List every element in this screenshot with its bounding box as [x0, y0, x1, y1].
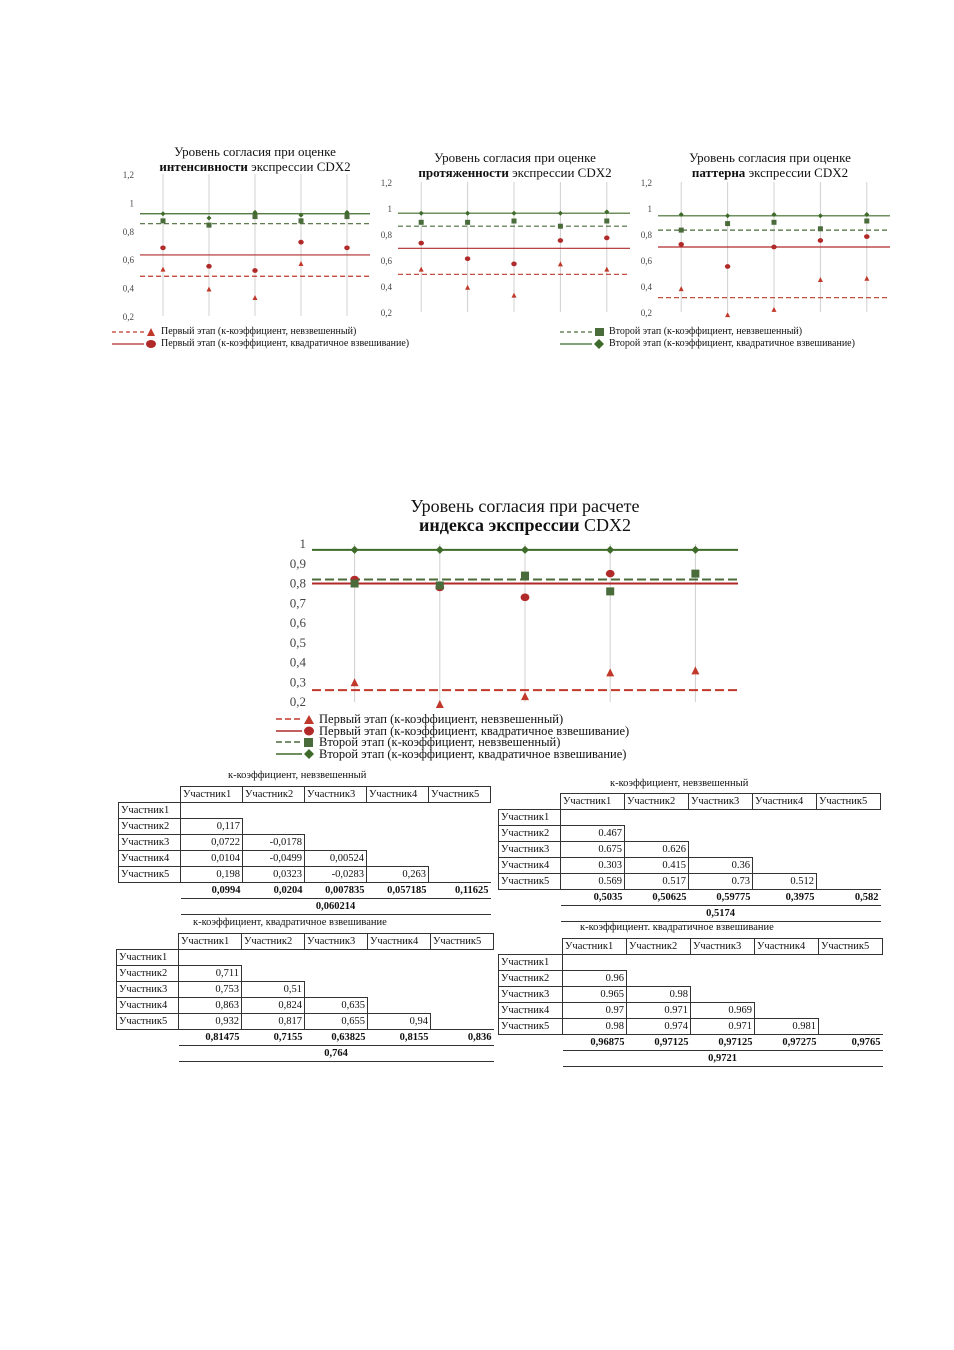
table-cell: 0,863 — [179, 998, 242, 1014]
total-row — [499, 906, 881, 922]
column-mean: 0,5035 — [561, 890, 625, 906]
table-cell: 0.96 — [563, 971, 627, 987]
row-label: Участник5 — [499, 1019, 563, 1035]
row-label: Участник3 — [119, 835, 181, 851]
series-1-point — [606, 570, 615, 578]
column-mean: 0,97125 — [691, 1035, 755, 1051]
y-tick-label: 0,6 — [122, 255, 134, 266]
series-2-point — [465, 220, 470, 225]
series-0-point — [161, 267, 166, 272]
table-cell: 0,00524 — [305, 851, 367, 867]
column-header: Участник4 — [753, 794, 817, 810]
row-label: Участник4 — [117, 998, 179, 1014]
row-label: Участник1 — [117, 950, 179, 966]
series-3-point — [161, 211, 166, 216]
chart-4-title: Уровень согласия при расчете индекса экспрессии CDX2 — [410, 496, 640, 535]
series-2-point — [604, 219, 609, 224]
chart-2-title: Уровень согласия при оценке протяженности экспрессии CDX2 — [418, 150, 612, 180]
series-3-point — [521, 546, 529, 554]
series-1-point — [818, 238, 824, 243]
total-row — [499, 1051, 883, 1067]
column-mean: 0,836 — [431, 1030, 494, 1046]
series-2-point — [691, 570, 699, 578]
kappa-table — [498, 793, 881, 922]
chart-index — [268, 536, 742, 716]
table-header-row — [499, 794, 881, 810]
table-row — [499, 1019, 883, 1035]
table-row — [119, 819, 491, 835]
column-header: Участник4 — [755, 939, 819, 955]
table-cell: 0,117 — [181, 819, 243, 835]
table-cell: 0,0323 — [243, 867, 305, 883]
table-cell: 0,655 — [305, 1014, 368, 1030]
column-mean: 0,97125 — [627, 1035, 691, 1051]
y-tick-label: 1,2 — [380, 178, 392, 188]
series-1-point — [206, 264, 212, 269]
column-mean: 0,007835 — [305, 883, 367, 899]
series-1-point — [465, 256, 471, 261]
series-2-point — [521, 572, 529, 580]
series-2-point — [864, 219, 869, 224]
table-cell: 0.512 — [753, 874, 817, 890]
table-row — [499, 987, 883, 1003]
column-header: Участник4 — [367, 787, 429, 803]
table-cell: 0.626 — [625, 842, 689, 858]
y-tick-label: 0,8 — [289, 575, 306, 591]
y-tick-label: 0,8 — [380, 230, 392, 240]
y-tick-label: 0,2 — [122, 312, 134, 322]
series-0-point — [351, 678, 359, 686]
row-label: Участник3 — [499, 987, 563, 1003]
table-cell: 0.981 — [755, 1019, 819, 1035]
column-mean: 0,0994 — [181, 883, 243, 899]
legend-item-first-unweighted: Первый этап (к-коэффициент, невзвешенный) — [276, 714, 629, 726]
series-2-point — [725, 221, 730, 226]
row-label: Участник3 — [499, 842, 561, 858]
y-tick-label: 1,2 — [640, 178, 652, 188]
table-cell: 0,932 — [179, 1014, 242, 1030]
table-cell: 0,824 — [242, 998, 305, 1014]
series-3-point — [725, 213, 730, 218]
kappa-table — [118, 786, 491, 915]
series-3-point — [436, 546, 444, 554]
table-row — [499, 874, 881, 890]
series-0-point — [207, 287, 212, 292]
overall-mean: 0,060214 — [181, 899, 491, 915]
legend-item-first-unweighted: Первый этап (к-коэффициент, невзвешенный) — [112, 326, 409, 338]
series-0-point — [521, 692, 529, 700]
series-2-point — [299, 218, 304, 223]
row-label: Участник5 — [119, 867, 181, 883]
column-mean: 0,057185 — [367, 883, 429, 899]
series-1-point — [604, 236, 610, 241]
table-row — [117, 998, 494, 1014]
column-mean: 0,81475 — [179, 1030, 242, 1046]
table-header-row — [117, 934, 494, 950]
table-cell: -0,0283 — [305, 867, 367, 883]
table-cell: 0.965 — [563, 987, 627, 1003]
table-cell: 0.98 — [563, 1019, 627, 1035]
row-label: Участник1 — [119, 803, 181, 819]
table-cell: 0,198 — [181, 867, 243, 883]
table-cell: 0.675 — [561, 842, 625, 858]
column-header: Участник2 — [625, 794, 689, 810]
table-cell: 0.97 — [563, 1003, 627, 1019]
total-row — [119, 899, 491, 915]
table-row — [499, 955, 883, 971]
y-tick-label: 0,6 — [289, 615, 306, 630]
diamond-marker-icon — [560, 339, 606, 349]
series-0-point — [253, 295, 258, 300]
row-label: Участник5 — [117, 1014, 179, 1030]
legend-item-second-unweighted: Второй этап (к-коэффициент, невзвешенный) — [560, 326, 855, 338]
series-3-point — [818, 213, 823, 218]
table-row — [117, 966, 494, 982]
column-header: Участник2 — [627, 939, 691, 955]
row-label: Участник2 — [499, 826, 561, 842]
series-2-point — [558, 224, 563, 229]
series-2-point — [679, 228, 684, 233]
table-cell: 0,753 — [179, 982, 242, 998]
table-row — [499, 858, 881, 874]
column-mean: 0,97275 — [755, 1035, 819, 1051]
y-tick-label: 0,4 — [122, 283, 134, 294]
row-label: Участник5 — [499, 874, 561, 890]
column-header: Участник5 — [817, 794, 881, 810]
series-0-point — [691, 666, 699, 674]
table-cell: 0.415 — [625, 858, 689, 874]
means-row — [117, 1030, 494, 1046]
series-0-point — [512, 293, 517, 298]
column-mean: 0,582 — [817, 890, 881, 906]
table-2-title: к-коэффициент, невзвешенный — [610, 778, 749, 789]
y-tick-label: 0,7 — [289, 595, 306, 611]
y-tick-label: 1,2 — [122, 170, 134, 180]
legend-item-first-quadratic: Первый этап (к-коэффициент, квадратичное взвешивание) — [112, 338, 409, 350]
series-2-point — [606, 587, 614, 595]
row-label: Участник2 — [499, 971, 563, 987]
column-mean: 0,7155 — [242, 1030, 305, 1046]
series-1-point — [298, 240, 304, 245]
row-label: Участник3 — [117, 982, 179, 998]
means-row — [499, 890, 881, 906]
series-2-point — [818, 226, 823, 231]
table-cell: 0.569 — [561, 874, 625, 890]
series-3-point — [512, 211, 517, 216]
column-mean: 0,8155 — [368, 1030, 431, 1046]
row-label: Участник4 — [499, 1003, 563, 1019]
square-marker-icon — [276, 737, 316, 748]
kappa-table — [116, 933, 494, 1062]
series-2-point — [253, 214, 258, 219]
table-cell: 0.971 — [691, 1019, 755, 1035]
table-cell: 0,817 — [242, 1014, 305, 1030]
y-tick-label: 0,3 — [289, 674, 306, 690]
overall-mean: 0,764 — [179, 1046, 494, 1062]
series-0-point — [436, 700, 444, 708]
series-0-point — [465, 285, 470, 290]
column-mean: 0,3975 — [753, 890, 817, 906]
series-3-point — [465, 211, 470, 216]
column-header: Участник4 — [368, 934, 431, 950]
series-1-point — [160, 245, 166, 250]
y-tick-label: 0,2 — [640, 308, 652, 318]
table-cell: 0,0722 — [181, 835, 243, 851]
series-0-point — [725, 312, 730, 317]
triangle-marker-icon — [276, 714, 316, 725]
series-3-point — [351, 546, 359, 554]
row-label: Участник1 — [499, 955, 563, 971]
column-header: Участник5 — [819, 939, 883, 955]
table-cell: -0,0178 — [243, 835, 305, 851]
y-tick-label: 1 — [387, 204, 392, 214]
column-header: Участник2 — [243, 787, 305, 803]
series-0-point — [558, 261, 563, 266]
table-cell: 0.98 — [627, 987, 691, 1003]
square-marker-icon — [560, 327, 606, 337]
y-tick-label: 0,4 — [380, 282, 392, 292]
series-0-point — [772, 307, 777, 312]
triangle-marker-icon — [112, 327, 158, 337]
table-row — [117, 1014, 494, 1030]
means-row — [119, 883, 491, 899]
row-label: Участник2 — [119, 819, 181, 835]
table-cell: 0.969 — [691, 1003, 755, 1019]
table-row — [499, 1003, 883, 1019]
series-1-point — [725, 264, 731, 269]
column-mean: 0,0204 — [243, 883, 305, 899]
table-cell: 0.303 — [561, 858, 625, 874]
means-row — [499, 1035, 883, 1051]
series-2-point — [345, 214, 350, 219]
series-0-point — [679, 286, 684, 291]
column-header: Участник2 — [242, 934, 305, 950]
table-cell: 0,94 — [368, 1014, 431, 1030]
table-row — [119, 835, 491, 851]
series-1-point — [864, 234, 870, 239]
series-0-point — [606, 668, 614, 676]
table-header-row — [119, 787, 491, 803]
table-row — [119, 867, 491, 883]
table-cell: 0,51 — [242, 982, 305, 998]
column-header: Участник3 — [305, 934, 368, 950]
y-tick-label: 0,6 — [380, 256, 392, 266]
column-header: Участник1 — [563, 939, 627, 955]
y-tick-label: 0,5 — [289, 634, 306, 650]
table-cell: 0.36 — [689, 858, 753, 874]
table-cell: 0.73 — [689, 874, 753, 890]
legend-item-second-quadratic: Второй этап (к-коэффициент, квадратичное взвешивание) — [276, 749, 629, 761]
column-header: Участник5 — [431, 934, 494, 950]
y-tick-label: 1 — [129, 198, 134, 209]
y-tick-label: 0,6 — [640, 256, 652, 266]
series-2-point — [419, 220, 424, 225]
table-header-row — [499, 939, 883, 955]
series-1-point — [344, 245, 350, 250]
table-cell: 0.517 — [625, 874, 689, 890]
column-header: Участник3 — [305, 787, 367, 803]
table-cell: 0,711 — [179, 966, 242, 982]
series-1-point — [771, 245, 777, 250]
column-mean: 0,11625 — [429, 883, 491, 899]
series-3-point — [606, 546, 614, 554]
y-tick-label: 0,2 — [380, 308, 392, 318]
total-row — [117, 1046, 494, 1062]
table-row — [499, 842, 881, 858]
column-header: Участник1 — [561, 794, 625, 810]
column-mean: 0,96875 — [563, 1035, 627, 1051]
table-cell: 0,263 — [367, 867, 429, 883]
series-2-point — [351, 580, 359, 588]
table-cell: -0,0499 — [243, 851, 305, 867]
y-tick-label: 0,2 — [289, 694, 306, 709]
y-tick-label: 0,8 — [640, 230, 652, 240]
legend-second-stage — [560, 326, 855, 350]
table-cell: 0.974 — [627, 1019, 691, 1035]
table-1-title: к-коэффициент, невзвешенный — [228, 770, 367, 781]
chart-pattern — [632, 178, 894, 320]
series-0-point — [818, 277, 823, 282]
table-row — [117, 982, 494, 998]
series-3-point — [419, 211, 424, 216]
series-1-point — [678, 242, 684, 247]
series-2-point — [772, 220, 777, 225]
series-2-point — [161, 218, 166, 223]
column-mean: 0,59775 — [689, 890, 753, 906]
series-1-point — [521, 594, 530, 602]
overall-mean: 0,9721 — [563, 1051, 883, 1067]
series-1-point — [418, 241, 424, 246]
chart-intensity — [112, 170, 374, 322]
column-mean: 0,9765 — [819, 1035, 883, 1051]
chart-3-title: Уровень согласия при оценке паттерна экспрессии CDX2 — [689, 150, 851, 180]
table-row — [499, 810, 881, 826]
legend-item-first-quadratic: Первый этап (к-коэффициент, квадратичное взвешивание) — [276, 726, 629, 738]
series-0-point — [419, 267, 424, 272]
legend-item-second-quadratic: Второй этап (к-коэффициент, квадратичное взвешивание) — [560, 338, 855, 350]
series-0-point — [604, 267, 609, 272]
legend-index-chart — [276, 714, 629, 760]
row-label: Участник4 — [499, 858, 561, 874]
circle-marker-icon — [112, 339, 158, 349]
table-row — [117, 950, 494, 966]
column-header: Участник5 — [429, 787, 491, 803]
table-3-title: к-коэффициент, квадратичное взвешивание — [193, 917, 387, 928]
circle-marker-icon — [276, 726, 316, 737]
column-mean: 0,50625 — [625, 890, 689, 906]
y-tick-label: 0,9 — [289, 555, 306, 571]
series-3-point — [207, 216, 212, 221]
table-cell: 0.971 — [627, 1003, 691, 1019]
table-cell: 0,0104 — [181, 851, 243, 867]
column-header: Участник3 — [691, 939, 755, 955]
chart-1-title: Уровень согласия при оценке интенсивности экспрессии CDX2 — [159, 144, 351, 174]
series-2-point — [436, 581, 444, 589]
series-0-point — [864, 276, 869, 281]
series-2-point — [207, 223, 212, 228]
diamond-marker-icon — [276, 749, 316, 760]
y-tick-label: 0,4 — [289, 654, 306, 670]
column-header: Участник1 — [179, 934, 242, 950]
column-header: Участник3 — [689, 794, 753, 810]
series-1-point — [558, 238, 564, 243]
overall-mean: 0,5174 — [561, 906, 881, 922]
series-3-point — [691, 546, 699, 554]
y-tick-label: 1 — [299, 536, 306, 551]
series-3-point — [558, 211, 563, 216]
legend-first-stage — [112, 326, 409, 350]
table-row — [499, 971, 883, 987]
column-mean: 0,63825 — [305, 1030, 368, 1046]
table-4-title: к-коэффициент. квадратичное взвешивание — [580, 922, 774, 933]
y-tick-label: 0,4 — [640, 282, 652, 292]
table-row — [119, 803, 491, 819]
column-header: Участник1 — [181, 787, 243, 803]
series-2-point — [512, 219, 517, 224]
table-cell: 0,635 — [305, 998, 368, 1014]
table-row — [499, 826, 881, 842]
chart-extent — [372, 178, 634, 320]
kappa-table — [498, 938, 883, 1067]
y-tick-label: 1 — [647, 204, 652, 214]
series-1-point — [511, 262, 517, 267]
row-label: Участник1 — [499, 810, 561, 826]
series-0-point — [299, 261, 304, 266]
row-label: Участник2 — [117, 966, 179, 982]
row-label: Участник4 — [119, 851, 181, 867]
legend-item-second-unweighted: Второй этап (к-коэффициент, невзвешенный) — [276, 737, 629, 749]
table-cell: 0.467 — [561, 826, 625, 842]
table-row — [119, 851, 491, 867]
y-tick-label: 0,8 — [122, 226, 134, 237]
series-1-point — [252, 268, 258, 273]
